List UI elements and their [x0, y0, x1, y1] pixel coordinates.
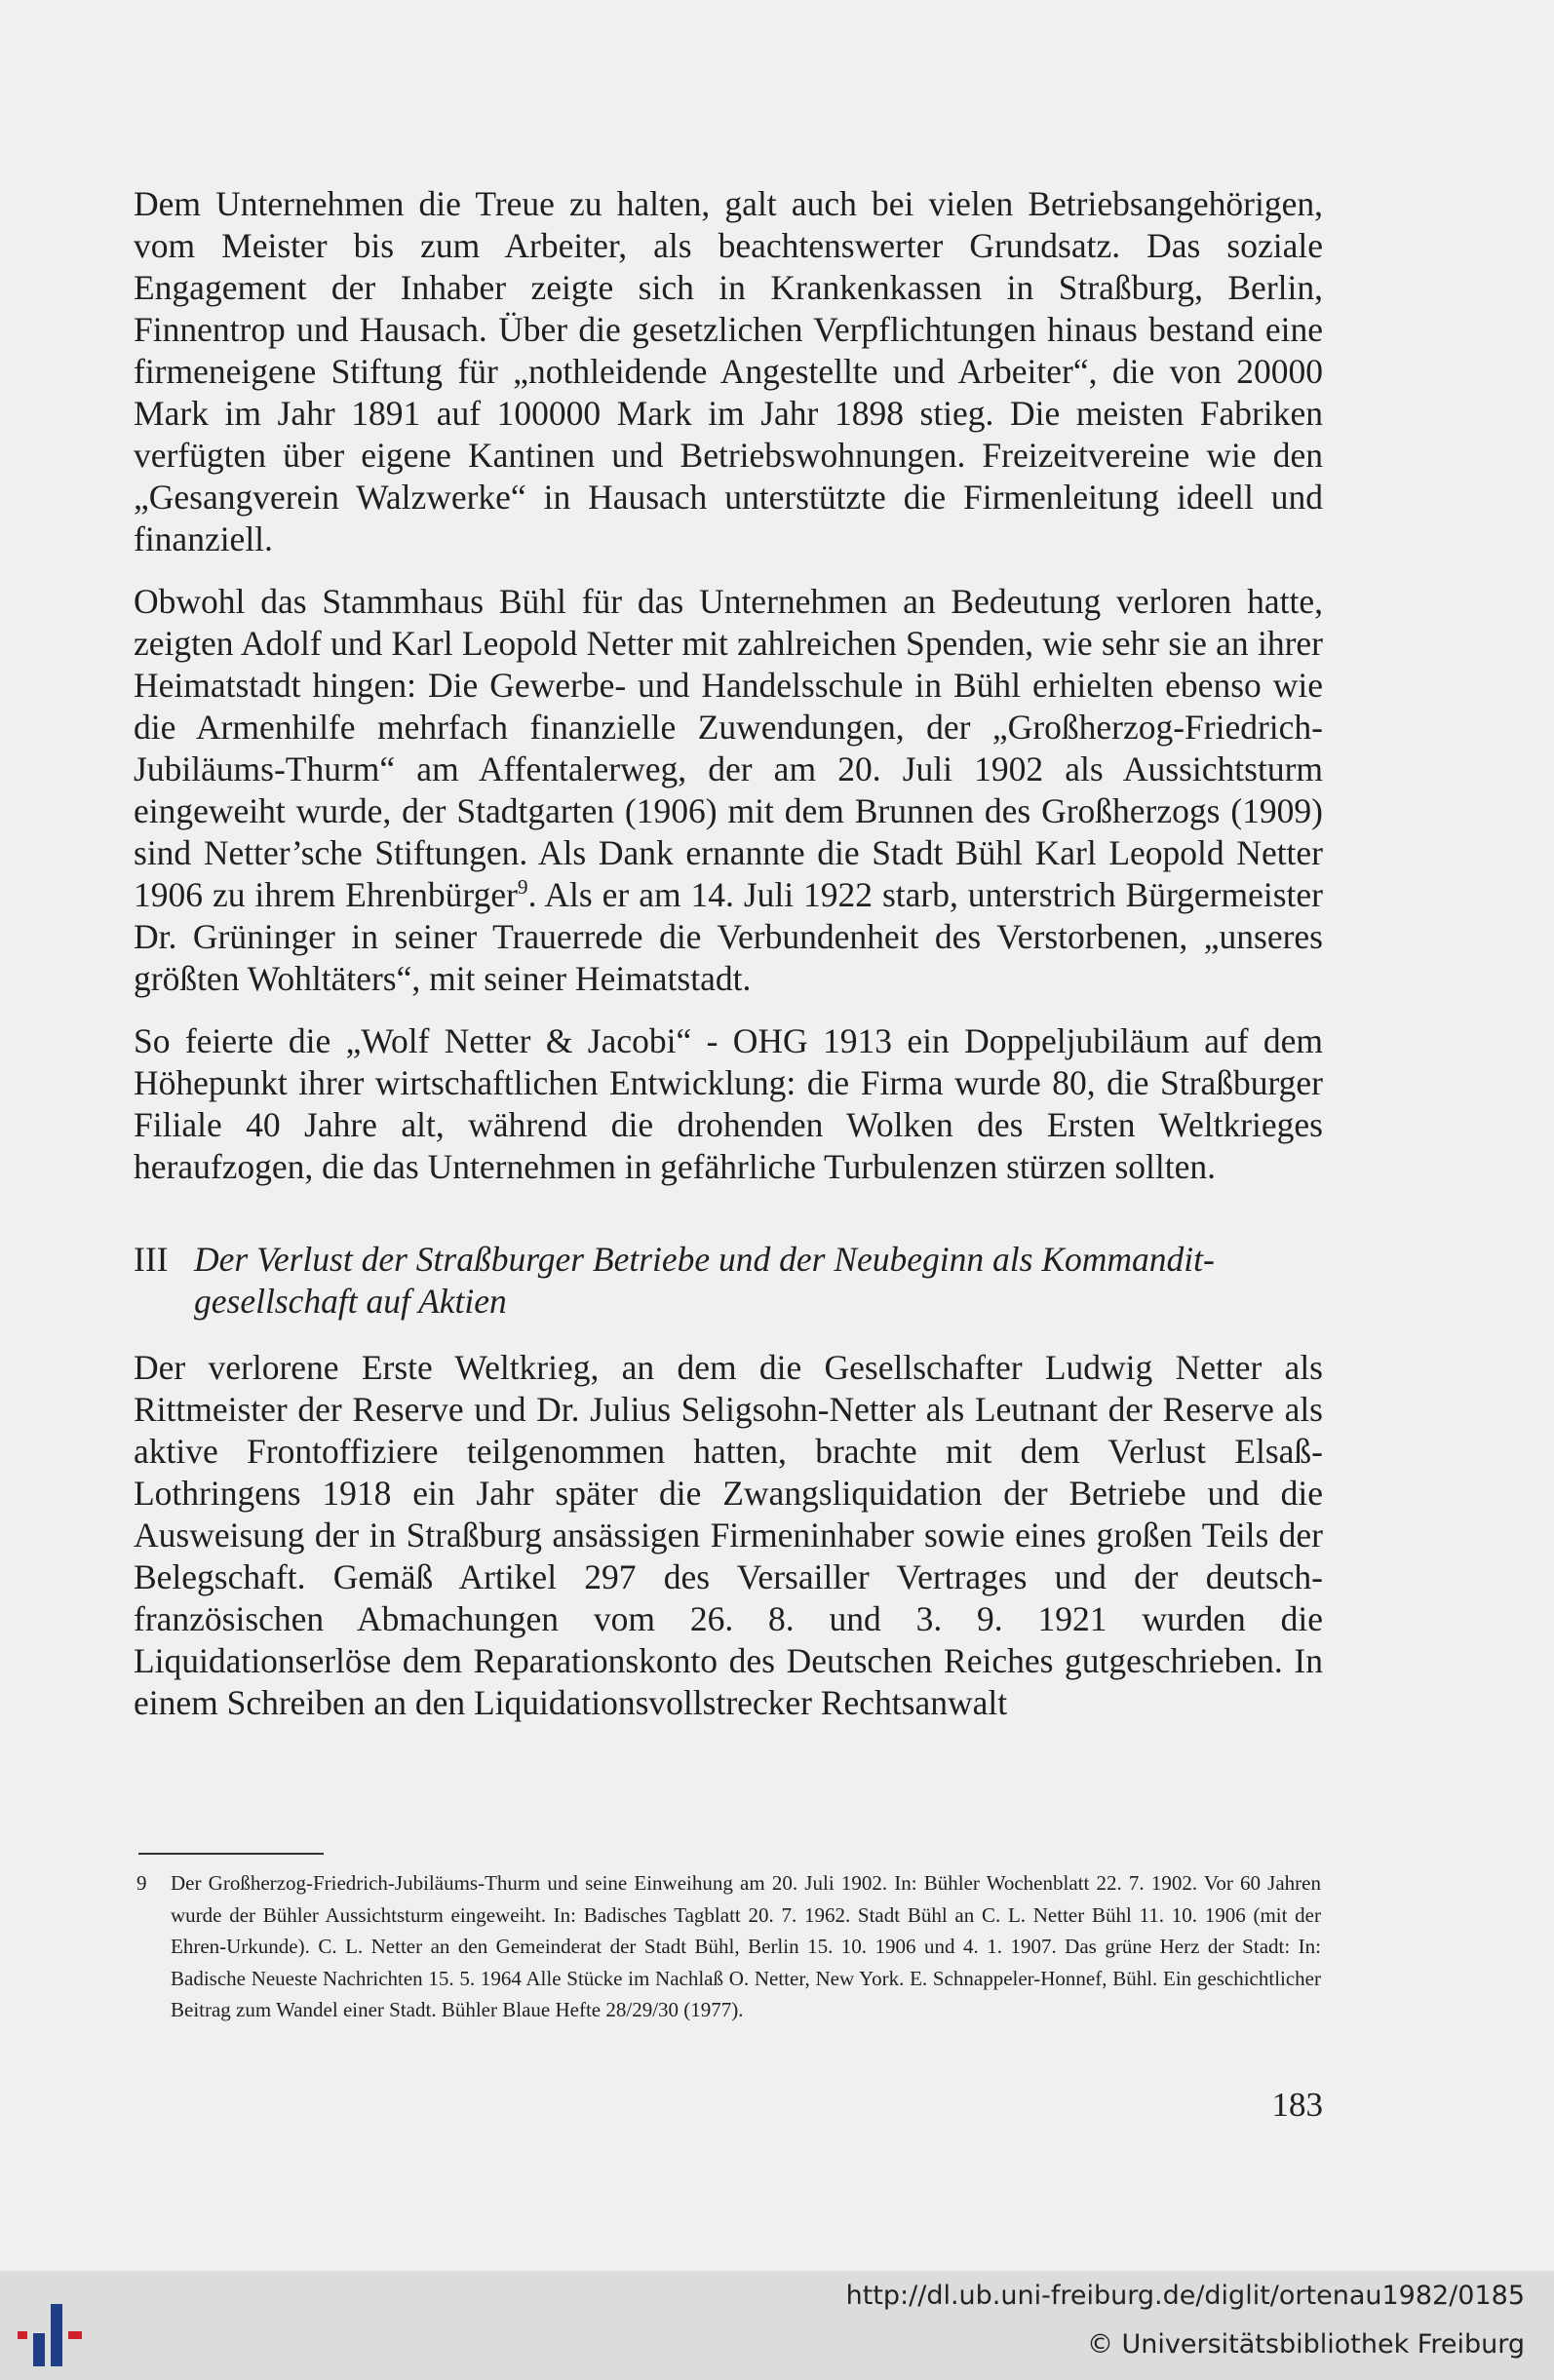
source-url-link[interactable]: http://dl.ub.uni-freiburg.de/diglit/ortenau1982/0185	[845, 2281, 1525, 2311]
footnote-number: 9	[136, 1871, 147, 1895]
footnote-divider	[138, 1853, 324, 1855]
paragraph-2	[134, 581, 1323, 1000]
library-credit: © Universitätsbibliothek Freiburg	[1086, 2329, 1525, 2360]
ub-freiburg-logo-icon[interactable]	[18, 2304, 96, 2366]
section-heading	[134, 1239, 1323, 1323]
section-number: III	[134, 1240, 169, 1279]
viewer-footer	[0, 2271, 1554, 2380]
section-title: Der Verlust der Straßburger Betriebe und der Neubeginn als Kommanditgesellschaft auf Aktien	[194, 1240, 1215, 1321]
paragraph-2-text: Obwohl das Stammhaus Bühl für das Unternehmen an Bedeutung verloren hatte, zeigten Adolf und Karl Leopold Netter mit zahlreichen Spenden, wie sehr sie an ihrer Heimatstadt hingen: Die Gewerbe- und Handelsschule in Bühl erhielten ebenso wie die Armenhilfe mehrfach finanzielle Zuwendungen, der „Großherzog-Friedrich-Jubiläums-Thurm“ am Affentalerweg, der am 20. Juli 1902 als Aussichtsturm eingeweiht wurde, der Stadtgarten (1906) mit dem Brunnen des Großherzogs (1909) sind Netter’sche Stiftungen. Als Dank ernannte die Stadt Bühl Karl Leopold Netter 1906 zu ihrem Ehrenbürger	[134, 582, 1323, 914]
page-number: 183	[1271, 2086, 1323, 2124]
body-text	[134, 183, 1323, 1745]
footnote-9	[136, 1867, 1321, 2026]
footnote-reference[interactable]: 9	[517, 875, 528, 900]
footnotes	[136, 1867, 1321, 2026]
paragraph-2-text-continued: . Als er am 14. Juli 1922 starb, unterstrich Bürgermeister Dr. Grüninger in seiner Trauerrede die Verbundenheit des Verstorbenen, „unseres größten Wohltäters“, mit seiner Heimatstadt.	[134, 875, 1323, 998]
footnote-text: Der Großherzog-Friedrich-Jubiläums-Thurm und seine Einweihung am 20. Juli 1902. In: Bühler Wochenblatt 22. 7. 1902. Vor 60 Jahren wurde der Bühler Aussichtsturm eingeweiht. In: Badisches Tagblatt 20. 7. 1962. Stadt Bühl an C. L. Netter Bühl 11. 10. 1906 (mit der Ehren-Urkunde). C. L. Netter an den Gemeinderat der Stadt Bühl, Berlin 15. 10. 1906 und 4. 1. 1907. Das grüne Herz der Stadt: In: Badische Neueste Nachrichten 15. 5. 1964 Alle Stücke im Nachlaß O. Netter, New York. E. Schnappeler-Honnef, Bühl. Ein geschichtlicher Beitrag zum Wandel einer Stadt. Bühler Blaue Hefte 28/29/30 (1977).	[171, 1871, 1321, 2021]
paragraph-3: So feierte die „Wolf Netter & Jacobi“ - OHG 1913 ein Doppeljubiläum auf dem Höhepunkt ihrer wirtschaftlichen Entwicklung: die Firma wurde 80, die Straßburger Filiale 40 Jahre alt, während die drohenden Wolken des Ersten Weltkrieges heraufzogen, die das Unternehmen in gefährliche Turbulenzen stürzen sollten.	[134, 1021, 1323, 1186]
paragraph-4: Der verlorene Erste Weltkrieg, an dem die Gesellschafter Ludwig Netter als Rittmeister der Reserve und Dr. Julius Seligsohn-Netter als Leutnant der Reserve als aktive Frontoffiziere teilgenommen hatten, brachte mit dem Verlust Elsaß-Lothringens 1918 ein Jahr später die Zwangsliquidation der Betriebe und die Ausweisung der in Straßburg ansässigen Firmeninhaber sowie eines großen Teils der Belegschaft. Gemäß Artikel 297 des Versailler Vertrages und der deutsch-französischen Abmachungen vom 26. 8. und 3. 9. 1921 wurden die Liquidationserlöse dem Reparationskonto des Deutschen Reiches gutgeschrieben. In einem Schreiben an den Liquidationsvollstrecker Rechtsanwalt	[134, 1348, 1323, 1722]
paragraph-1: Dem Unternehmen die Treue zu halten, galt auch bei vielen Betriebsangehörigen, vom Meister bis zum Arbeiter, als beachtenswerter Grundsatz. Das soziale Engagement der Inhaber zeigte sich in Krankenkassen in Straßburg, Berlin, Finnentrop und Hausach. Über die gesetzlichen Verpflichtungen hinaus bestand eine firmeneigene Stiftung für „nothleidende Angestellte und Arbeiter“, die von 20000 Mark im Jahr 1891 auf 100000 Mark im Jahr 1898 stieg. Die meisten Fabriken verfügten über eigene Kantinen und Betriebswohnungen. Freizeitvereine wie den „Gesangverein Walzwerke“ in Hausach unterstützte die Firmenleitung ideell und finanziell.	[134, 184, 1323, 558]
